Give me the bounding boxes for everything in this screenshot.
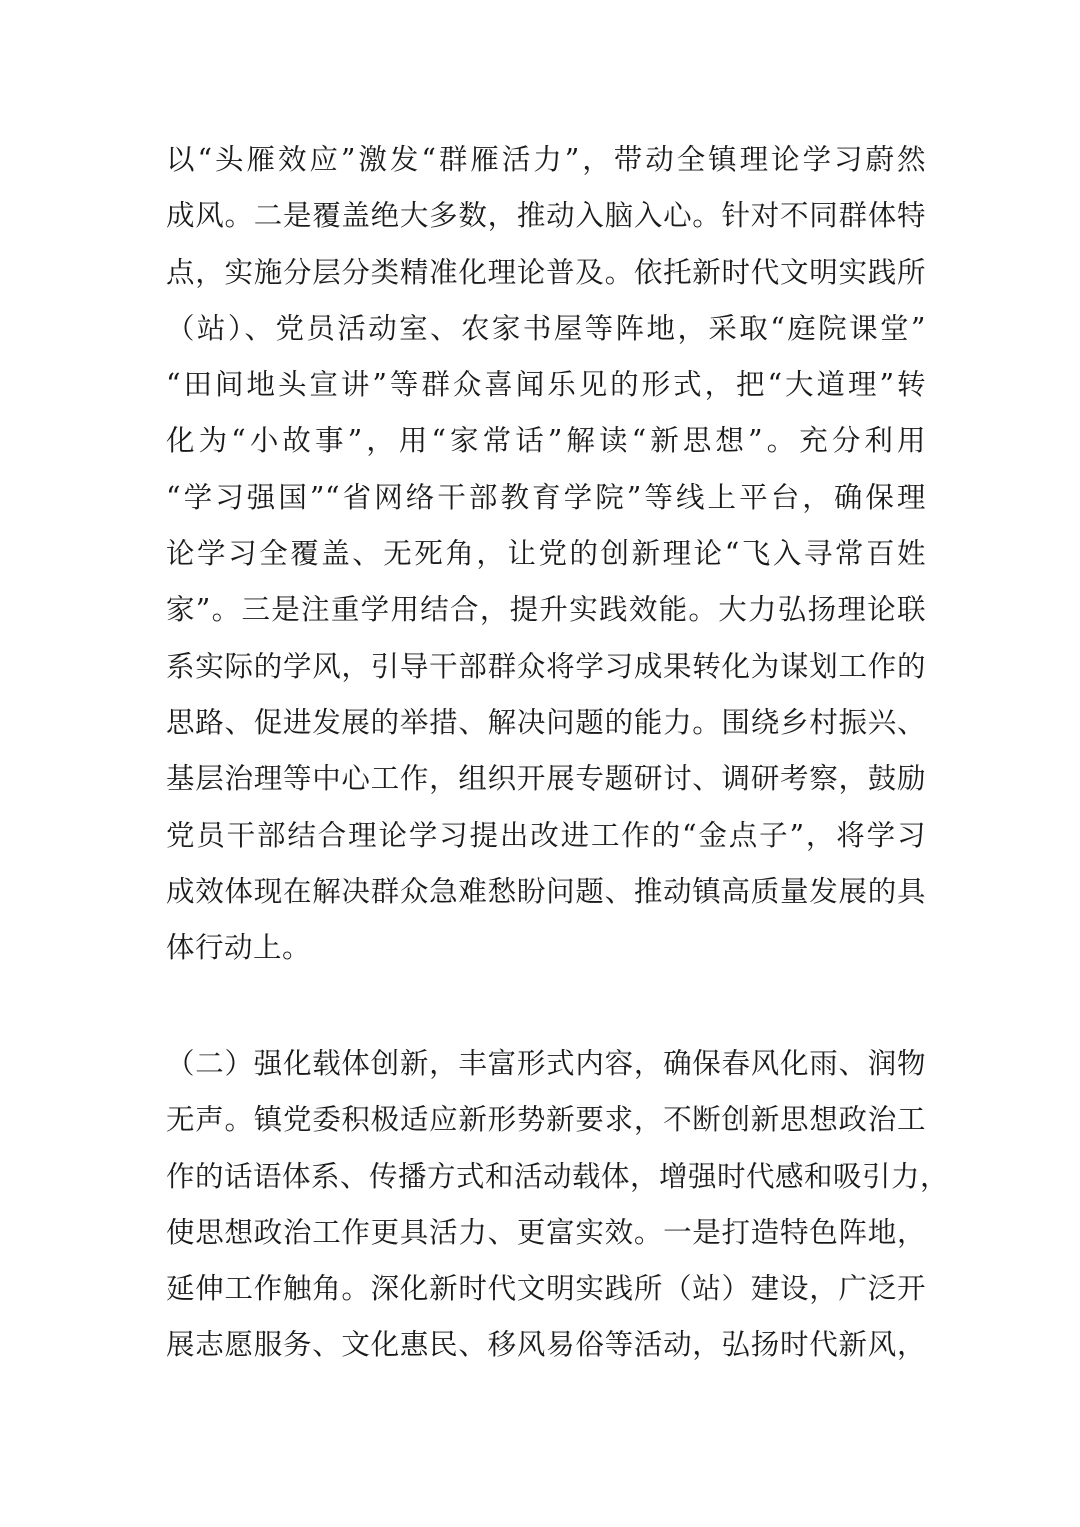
text-line: 基层治理等中心工作，组织开展专题研讨、调研考察，鼓励 <box>166 762 926 796</box>
text-line: 点，实施分层分类精准化理论普及。依托新时代文明实践所 <box>166 255 926 289</box>
text-line: 无声。镇党委积极适应新形势新要求，不断创新思想政治工 <box>166 1103 926 1137</box>
text-line: 以“头雁效应”激发“群雁活力”，带动全镇理论学习蔚然 <box>166 143 926 176</box>
text-line: 论学习全覆盖、无死角，让党的创新理论“飞入寻常百姓 <box>166 537 926 571</box>
text-line: 家”。三是注重学用结合，提升实践效能。大力弘扬理论联 <box>166 593 926 627</box>
text-line: 系实际的学风，引导干部群众将学习成果转化为谋划工作的 <box>166 649 926 683</box>
text-line: “田间地头宣讲”等群众喜闻乐见的形式，把“大道理”转 <box>166 368 926 402</box>
text-line: 成风。二是覆盖绝大多数，推动入脑入心。针对不同群体特 <box>166 199 926 233</box>
text-line: 体行动上。 <box>166 931 312 965</box>
text-line: 党员干部结合理论学习提出改进工作的“金点子”，将学习 <box>166 818 926 852</box>
text-line: 延伸工作触角。深化新时代文明实践所（站）建设，广泛开 <box>166 1272 926 1306</box>
text-line: 成效体现在解决群众急难愁盼问题、推动镇高质量发展的具 <box>166 874 926 908</box>
paragraph-2 <box>166 1036 950 1374</box>
text-line: （站）、党员活动室、农家书屋等阵地，采取“庭院课堂” <box>166 311 926 345</box>
text-line: 作的话语体系、传播方式和活动载体，增强时代感和吸引力， <box>166 1159 950 1193</box>
text-line: （二）强化载体创新，丰富形式内容，确保春风化雨、润物 <box>166 1047 926 1080</box>
text-line: 使思想政治工作更具活力、更富实效。一是打造特色阵地， <box>166 1215 926 1249</box>
text-line: “学习强国”“省网络干部教育学院”等线上平台，确保理 <box>166 480 926 514</box>
text-line: 化为“小故事”，用“家常话”解读“新思想”。充分利用 <box>166 424 926 458</box>
paragraph-1 <box>166 132 926 976</box>
text-line: 思路、促进发展的举措、解决问题的能力。围绕乡村振兴、 <box>166 705 926 739</box>
text-line: 展志愿服务、文化惠民、移风易俗等活动，弘扬时代新风， <box>166 1328 926 1362</box>
